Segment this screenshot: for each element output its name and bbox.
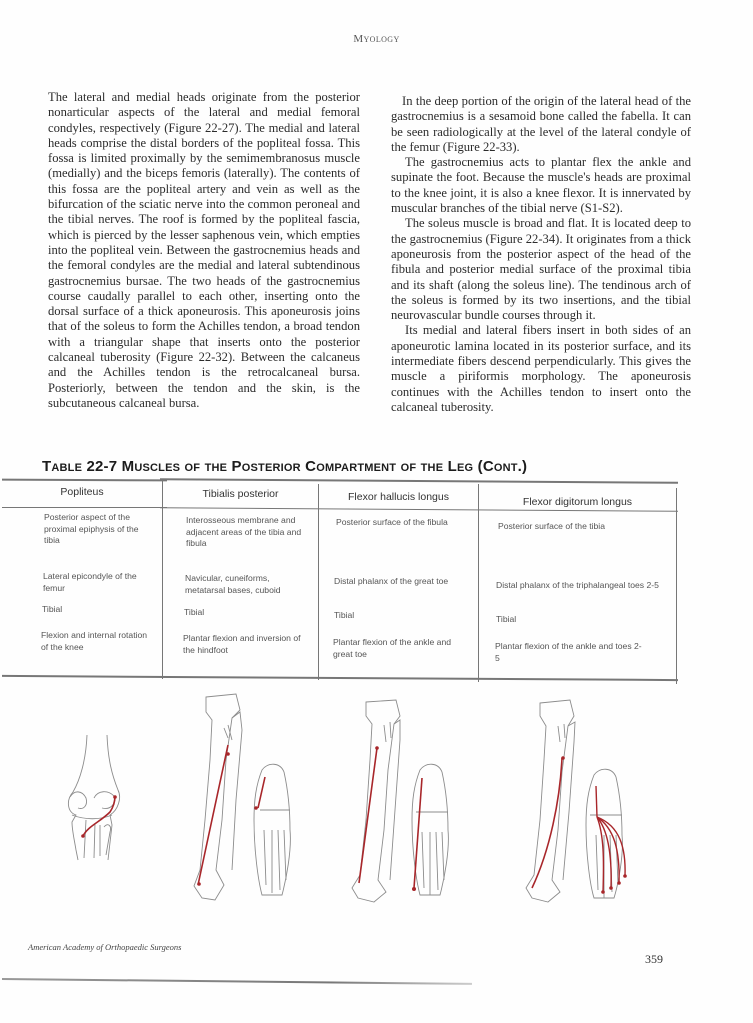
table-cell: Tibial: [334, 610, 355, 620]
flexor-digitorum-longus-figure: [526, 700, 627, 902]
footer-rule: [2, 978, 472, 984]
anatomy-figures: [0, 690, 753, 920]
table-cell: Lateral epicondyle of the femur: [43, 571, 137, 593]
body-paragraph: In the deep portion of the origin of the lateral head of the gastrocnemius is a sesamoid bone called the fabella. It can be seen radiologically at the level of the lateral condyle of the femur (Figure 22-33).: [391, 94, 691, 154]
muscle-table: [0, 476, 680, 686]
page-number: 359: [645, 952, 663, 966]
body-paragraph: Its medial and lateral fibers insert in both sides of an aponeurotic lamina located in its posterior surface, and its intermediate fibers descend perpendicularly. This gives the muscle a piriformis morphology. The aponeurosis continues with the Achilles tendon to insert onto the calcaneal tuberosity.: [391, 323, 691, 414]
running-head: Myology: [353, 33, 400, 45]
flexor-hallucis-longus-figure: [352, 700, 448, 902]
table-title: Table 22-7 Muscles of the Posterior Compartment of the Leg (Cont.): [42, 458, 528, 475]
table-cell: Posterior surface of the fibula: [336, 517, 448, 527]
table-right-border: [676, 488, 677, 684]
knee-popliteus-figure: [68, 735, 119, 860]
body-paragraph: The gastrocnemius acts to plantar flex the ankle and supinate the foot. Because the muscle's heads are proximal to the knee joint, it is also a knee flexor. It is innervated by muscular branches of the tibial nerve (S1-S2).: [391, 155, 691, 216]
header-divider: [2, 507, 167, 508]
column-divider: [318, 484, 319, 680]
table-cell: Posterior surface of the tibia: [498, 521, 605, 531]
body-paragraph: The lateral and medial heads originate from the posterior nonarticular aspects of the lateral and medial femoral condyles, respectively (Figure 22-27). The medial and lateral heads comprise the distal borders of the popliteal fossa. This fossa is limited proximally by the semimembranosus muscle (medially) and the biceps femoris (laterally). The contents of this fossa are the popliteal artery and vein as well as the bifurcation of the sciatic nerve into the common peroneal and the tibial nerves. The roof is formed by the popliteal fascia, which is pierced by the lesser saphenous vein, which empties into the popliteal vein. Between the gastrocnemius heads and the femoral condyles are the medial and lateral subtendinous gastrocnemius bursae. The two heads of the gastrocnemius course caudally parallel to each other, inserting onto the dorsal surface of a thick aponeurosis. This aponeurosis joins that of the soleus to form the Achilles tendon, a broad tendon with a triangular shape that inserts onto the posterior calcaneal tuberosity (Figure 22-32). Between the calcaneus and the Achilles tendon is the retrocalcaneal bursa. Posteriorly, between the tendon and the skin, is the subcutaneous calcaneal bursa.: [48, 90, 360, 410]
body-paragraph: The soleus muscle is broad and flat. It is located deep to the gastrocnemius (Figure 22-34). It originates from a thick aponeurosis from the posterior aspect of the head of the fibula and posterior medial surface of the proximal tibia and its shaft (along the soleus line). The tendinous arch of the soleus is formed by its two insertions, and the tibial neurovascular bundle courses through it.: [391, 216, 691, 323]
table-cell: Posterior aspect of the proximal epiphysis of the tibia: [44, 512, 139, 546]
table-cell: Interosseous membrane and adjacent areas of the tibia and fibula: [186, 515, 302, 549]
table-cell: Tibial: [42, 604, 63, 614]
column-header-tibialis-posterior: Tibialis posterior: [202, 488, 279, 500]
publisher-credit: American Academy of Orthopaedic Surgeons: [28, 942, 182, 952]
table-cell: Distal phalanx of the triphalangeal toes 2-5: [496, 580, 659, 590]
table-cell: Distal phalanx of the great toe: [334, 576, 449, 586]
left-text-column: [48, 90, 360, 411]
table-cell: Tibial: [184, 607, 205, 617]
table-cell: Navicular, cuneiforms, metatarsal bases, cuboid: [185, 573, 281, 595]
column-header-flexor-digitorum-longus: Flexor digitorum longus: [522, 496, 633, 508]
table-top-border: [160, 478, 678, 483]
column-divider: [162, 480, 163, 679]
table-cell: Plantar flexion of the ankle and toes 2-5: [495, 641, 642, 663]
table-bottom-border: [2, 675, 678, 681]
right-text-column: [391, 94, 691, 415]
column-header-popliteus: Popliteus: [60, 486, 104, 498]
table-cell: Plantar flexion and inversion of the hindfoot: [183, 633, 301, 655]
table-top-border: [2, 479, 167, 481]
table-cell: Plantar flexion of the ankle and great toe: [333, 637, 452, 659]
tibialis-posterior-figure: [194, 694, 290, 900]
table-cell: Flexion and internal rotation of the knee: [41, 630, 148, 652]
column-header-flexor-hallucis-longus: Flexor hallucis longus: [348, 491, 449, 503]
table-cell: Tibial: [496, 614, 517, 624]
